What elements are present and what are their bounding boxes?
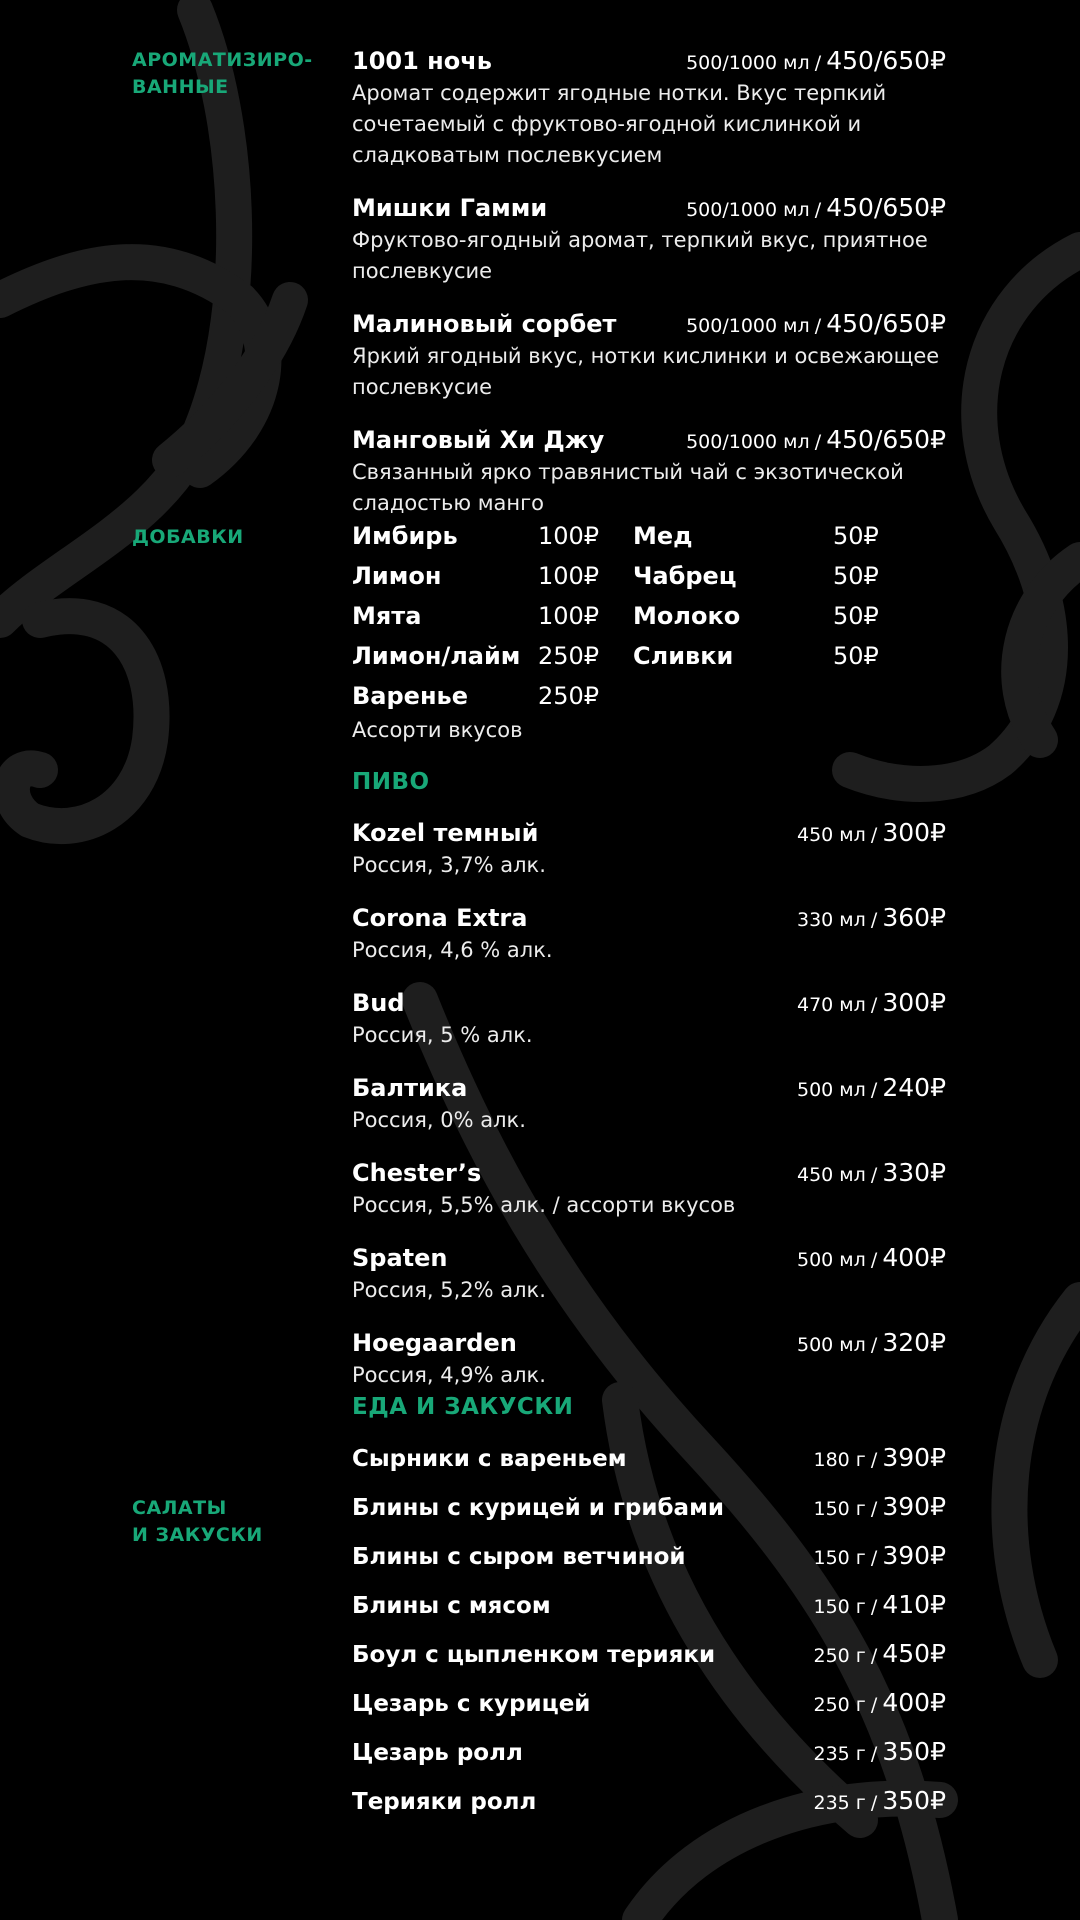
item-volume: 500 мл xyxy=(796,1334,866,1356)
item-price: 360₽ xyxy=(882,903,946,932)
item-price: 390₽ xyxy=(882,1541,946,1570)
item-price-group: 500/1000 мл / 450/650₽ xyxy=(686,46,946,75)
addon-price: 250₽ xyxy=(538,642,600,670)
item-price: 330₽ xyxy=(882,1158,946,1187)
item-price-group: 235 г / 350₽ xyxy=(813,1786,946,1815)
item-price-group: 330 мл / 360₽ xyxy=(796,903,946,932)
item-description: Яркий ягодный вкус, нотки кислинки и освежающее послевкусие xyxy=(352,344,940,399)
addon-name: Имбирь xyxy=(352,522,458,550)
item-price: 390₽ xyxy=(882,1443,946,1472)
item-price-group: 250 г / 400₽ xyxy=(813,1688,946,1717)
item-name: Мишки Гамми xyxy=(352,194,548,222)
item-description: Аромат содержит ягодные нотки. Вкус терпкий сочетаемый с фруктово-ягодной кислинкой и сладковатым послевкусием xyxy=(352,81,887,167)
item-weight: 180 г xyxy=(813,1449,866,1471)
food-item xyxy=(352,1638,946,1687)
addon-price: 50₽ xyxy=(833,562,879,590)
addons-note: Ассорти вкусов xyxy=(352,718,523,742)
food-item xyxy=(352,1785,946,1834)
food-item xyxy=(352,1540,946,1589)
addon-name: Лимон/лайм xyxy=(352,642,521,670)
item-name: Цезарь ролл xyxy=(352,1740,523,1766)
item-price: 350₽ xyxy=(882,1737,946,1766)
item-price-group: 235 г / 350₽ xyxy=(813,1737,946,1766)
menu-item xyxy=(352,1241,946,1306)
item-price-group: 450 мл / 300₽ xyxy=(796,818,946,847)
beer-list xyxy=(352,816,946,1411)
item-description: Россия, 3,7% алк. xyxy=(352,853,546,877)
flavored-list xyxy=(352,44,946,539)
item-name: Hoegaarden xyxy=(352,1329,517,1357)
item-name: Chester’s xyxy=(352,1159,482,1187)
item-volume: 500/1000 мл xyxy=(686,315,810,337)
addon-price: 100₽ xyxy=(538,562,600,590)
section-label-addons: ДОБАВКИ xyxy=(132,526,244,548)
menu-item xyxy=(352,816,946,881)
food-item xyxy=(352,1589,946,1638)
item-name: Терияки ролл xyxy=(352,1789,537,1815)
item-price: 300₽ xyxy=(882,988,946,1017)
item-price: 450/650₽ xyxy=(826,46,946,75)
menu-item xyxy=(352,901,946,966)
food-item xyxy=(352,1442,946,1491)
item-name: Балтика xyxy=(352,1074,468,1102)
item-name: Bud xyxy=(352,989,405,1017)
section-label-flavored: АРОМАТИЗИРО- ВАННЫЕ xyxy=(132,49,313,98)
item-description: Россия, 5,2% алк. xyxy=(352,1278,546,1302)
menu-item xyxy=(352,307,946,403)
item-price: 350₽ xyxy=(882,1786,946,1815)
item-weight: 235 г xyxy=(813,1792,866,1814)
item-description: Россия, 4,6 % алк. xyxy=(352,938,553,962)
addon-name: Лимон xyxy=(352,562,442,590)
addon-price: 100₽ xyxy=(538,602,600,630)
item-price-group: 500/1000 мл / 450/650₽ xyxy=(686,309,946,338)
addon-price: 50₽ xyxy=(833,522,879,550)
item-name: Малиновый сорбет xyxy=(352,310,617,338)
item-volume: 500/1000 мл xyxy=(686,52,810,74)
food-item xyxy=(352,1491,946,1540)
addons-list xyxy=(352,519,946,746)
item-price-group: 500 мл / 240₽ xyxy=(796,1073,946,1102)
item-name: 1001 ночь xyxy=(352,47,492,75)
addon-name: Молоко xyxy=(633,602,741,630)
item-weight: 150 г xyxy=(813,1596,866,1618)
item-weight: 150 г xyxy=(813,1498,866,1520)
item-volume: 330 мл xyxy=(796,909,866,931)
menu-item xyxy=(352,44,946,171)
item-price: 320₽ xyxy=(882,1328,946,1357)
item-price-group: 470 мл / 300₽ xyxy=(796,988,946,1017)
food-item xyxy=(352,1687,946,1736)
item-volume: 470 мл xyxy=(796,994,866,1016)
item-price-group: 500 мл / 320₽ xyxy=(796,1328,946,1357)
item-weight: 235 г xyxy=(813,1743,866,1765)
item-volume: 500/1000 мл xyxy=(686,431,810,453)
item-volume: 500 мл xyxy=(796,1249,866,1271)
item-name: Corona Extra xyxy=(352,904,528,932)
item-weight: 250 г xyxy=(813,1645,866,1667)
item-price: 240₽ xyxy=(882,1073,946,1102)
item-price: 450/650₽ xyxy=(826,309,946,338)
menu-item xyxy=(352,986,946,1051)
item-description: Связанный ярко травянистый чай с экзотической сладостью манго xyxy=(352,460,904,515)
addons-grid xyxy=(352,519,946,713)
item-name: Блины с мясом xyxy=(352,1593,551,1619)
item-weight: 150 г xyxy=(813,1547,866,1569)
item-price-group: 500 мл / 400₽ xyxy=(796,1243,946,1272)
item-price: 410₽ xyxy=(882,1590,946,1619)
menu-item xyxy=(352,191,946,287)
item-description: Фруктово-ягодный аромат, терпкий вкус, приятное послевкусие xyxy=(352,228,928,283)
item-price-group: 180 г / 390₽ xyxy=(813,1443,946,1472)
addon-price: 100₽ xyxy=(538,522,600,550)
item-name: Блины с сыром ветчиной xyxy=(352,1544,686,1570)
item-price-group: 150 г / 390₽ xyxy=(813,1541,946,1570)
item-volume: 450 мл xyxy=(796,824,866,846)
item-weight: 250 г xyxy=(813,1694,866,1716)
item-description: Россия, 5 % алк. xyxy=(352,1023,533,1047)
item-name: Kozel темный xyxy=(352,819,539,847)
item-price: 450/650₽ xyxy=(826,193,946,222)
item-name: Цезарь с курицей xyxy=(352,1691,591,1717)
item-price-group: 150 г / 390₽ xyxy=(813,1492,946,1521)
item-name: Блины с курицей и грибами xyxy=(352,1495,724,1521)
item-price: 390₽ xyxy=(882,1492,946,1521)
item-description: Россия, 5,5% алк. / ассорти вкусов xyxy=(352,1193,736,1217)
item-name: Боул с цыпленком терияки xyxy=(352,1642,716,1668)
item-price: 450/650₽ xyxy=(826,425,946,454)
item-name: Spaten xyxy=(352,1244,448,1272)
menu-item xyxy=(352,1326,946,1391)
item-name: Сырники с вареньем xyxy=(352,1446,627,1472)
food-item xyxy=(352,1736,946,1785)
item-price: 400₽ xyxy=(882,1243,946,1272)
item-description: Россия, 4,9% алк. xyxy=(352,1363,546,1387)
item-volume: 450 мл xyxy=(796,1164,866,1186)
item-price: 300₽ xyxy=(882,818,946,847)
section-label-salads: САЛАТЫ И ЗАКУСКИ xyxy=(132,1497,263,1546)
item-name: Манговый Хи Джу xyxy=(352,426,605,454)
section-title-food: ЕДА И ЗАКУСКИ xyxy=(352,1394,574,1420)
item-description: Россия, 0% алк. xyxy=(352,1108,526,1132)
item-price-group: 250 г / 450₽ xyxy=(813,1639,946,1668)
addon-price: 50₽ xyxy=(833,642,879,670)
addon-name: Мята xyxy=(352,602,422,630)
item-price-group: 450 мл / 330₽ xyxy=(796,1158,946,1187)
section-title-beer: ПИВО xyxy=(352,769,430,795)
item-price-group: 150 г / 410₽ xyxy=(813,1590,946,1619)
addon-price: 250₽ xyxy=(538,682,600,710)
addon-price: 50₽ xyxy=(833,602,879,630)
addon-name: Мед xyxy=(633,522,693,550)
menu-item xyxy=(352,423,946,519)
item-price-group: 500/1000 мл / 450/650₽ xyxy=(686,425,946,454)
food-list xyxy=(352,1442,946,1834)
addon-name: Чабрец xyxy=(633,562,737,590)
item-price-group: 500/1000 мл / 450/650₽ xyxy=(686,193,946,222)
item-price: 400₽ xyxy=(882,1688,946,1717)
addon-name: Варенье xyxy=(352,682,468,710)
item-volume: 500 мл xyxy=(796,1079,866,1101)
addon-name: Сливки xyxy=(633,642,734,670)
item-price: 450₽ xyxy=(882,1639,946,1668)
item-volume: 500/1000 мл xyxy=(686,199,810,221)
menu-item xyxy=(352,1071,946,1136)
menu-item xyxy=(352,1156,946,1221)
